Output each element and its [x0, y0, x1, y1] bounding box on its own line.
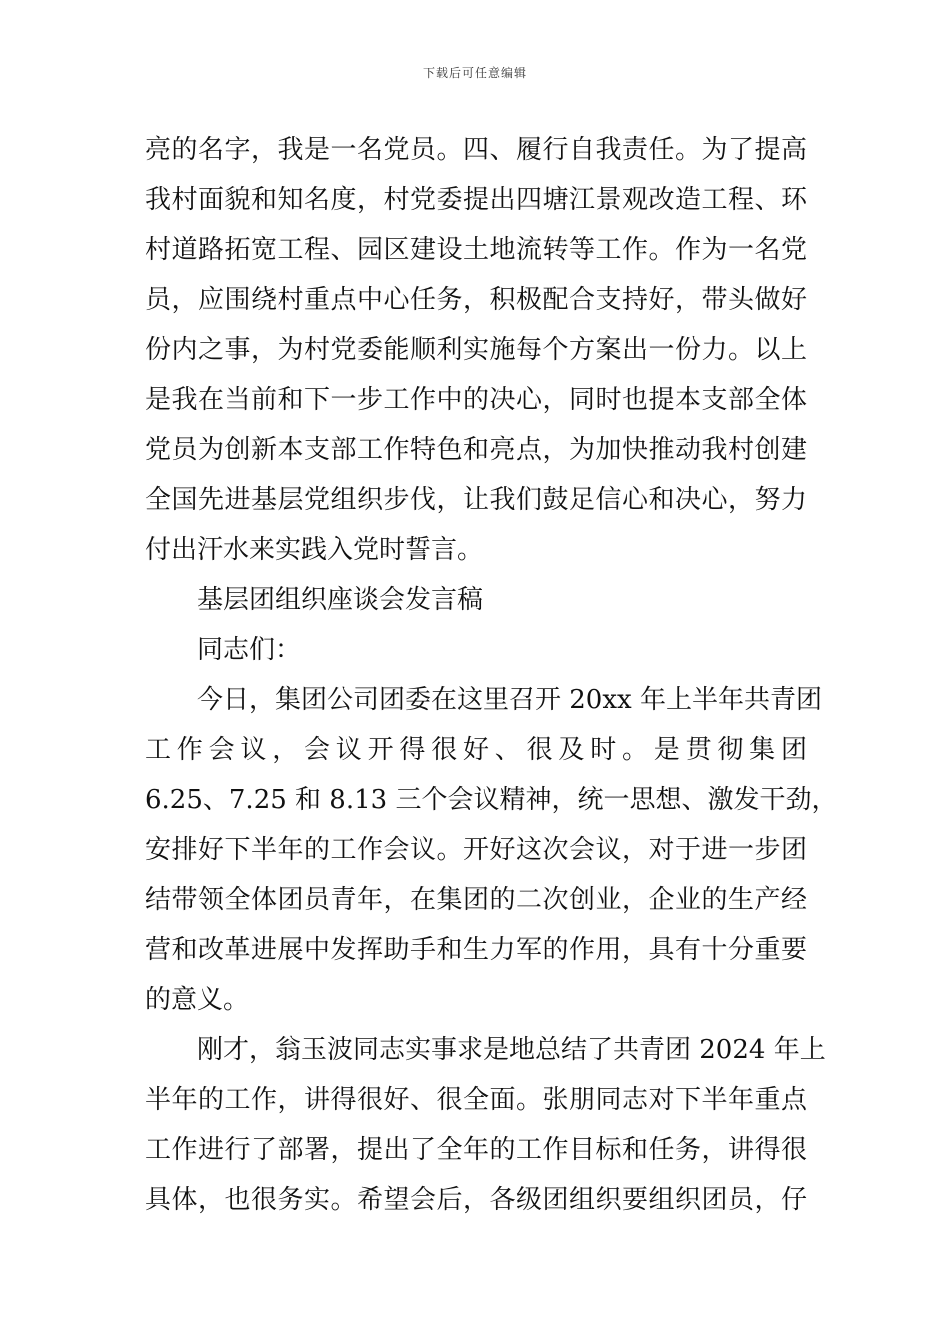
body-line: 份内之事，为村党委能顺利实施每个方案出一份力。以上: [145, 335, 807, 365]
page-header: 下载后可任意编辑: [422, 66, 527, 80]
body-line: 营和改革进展中发挥助手和生力军的作用，具有十分重要: [145, 935, 807, 965]
body-line: 我村面貌和知名度，村党委提出四塘江景观改造工程、环: [145, 185, 807, 215]
salutation: 同志们：: [197, 635, 302, 665]
body-line: 党员为创新本支部工作特色和亮点，为加快推动我村创建: [145, 435, 807, 465]
body-line: 今日，集团公司团委在这里召开 20xx 年上半年共青团: [197, 685, 822, 715]
body-line: 村道路拓宽工程、园区建设土地流转等工作。作为一名党: [145, 235, 807, 265]
body-line: 员，应围绕村重点中心任务，积极配合支持好，带头做好: [145, 285, 807, 315]
body-line: 是我在当前和下一步工作中的决心，同时也提本支部全体: [145, 385, 807, 415]
section-title: 基层团组织座谈会发言稿: [197, 585, 484, 615]
body-line: 亮的名字，我是一名党员。四、履行自我责任。为了提高: [145, 135, 807, 165]
body-line: 付出汗水来实践入党时誓言。: [145, 535, 484, 565]
body-line: 工作进行了部署，提出了全年的工作目标和任务，讲得很: [145, 1135, 807, 1165]
body-line: 安排好下半年的工作会议。开好这次会议，对于进一步团: [145, 835, 807, 865]
body-line: 的意义。: [145, 985, 250, 1015]
body-line: 结带领全体团员青年，在集团的二次创业，企业的生产经: [145, 885, 807, 915]
body-line: 半年的工作，讲得很好、很全面。张朋同志对下半年重点: [145, 1085, 807, 1115]
body-line: 6.25、7.25 和 8.13 三个会议精神，统一思想、激发干劲，: [145, 785, 838, 815]
body-line: 全国先进基层党组织步伐，让我们鼓足信心和决心，努力: [145, 485, 807, 515]
body-line: 具体，也很务实。希望会后，各级团组织要组织团员，仔: [145, 1185, 807, 1215]
body-line: 刚才，翁玉波同志实事求是地总结了共青团 2024 年上: [197, 1035, 826, 1065]
body-line: 工作会议，会议开得很好、很及时。是贯彻集团: [145, 735, 807, 765]
